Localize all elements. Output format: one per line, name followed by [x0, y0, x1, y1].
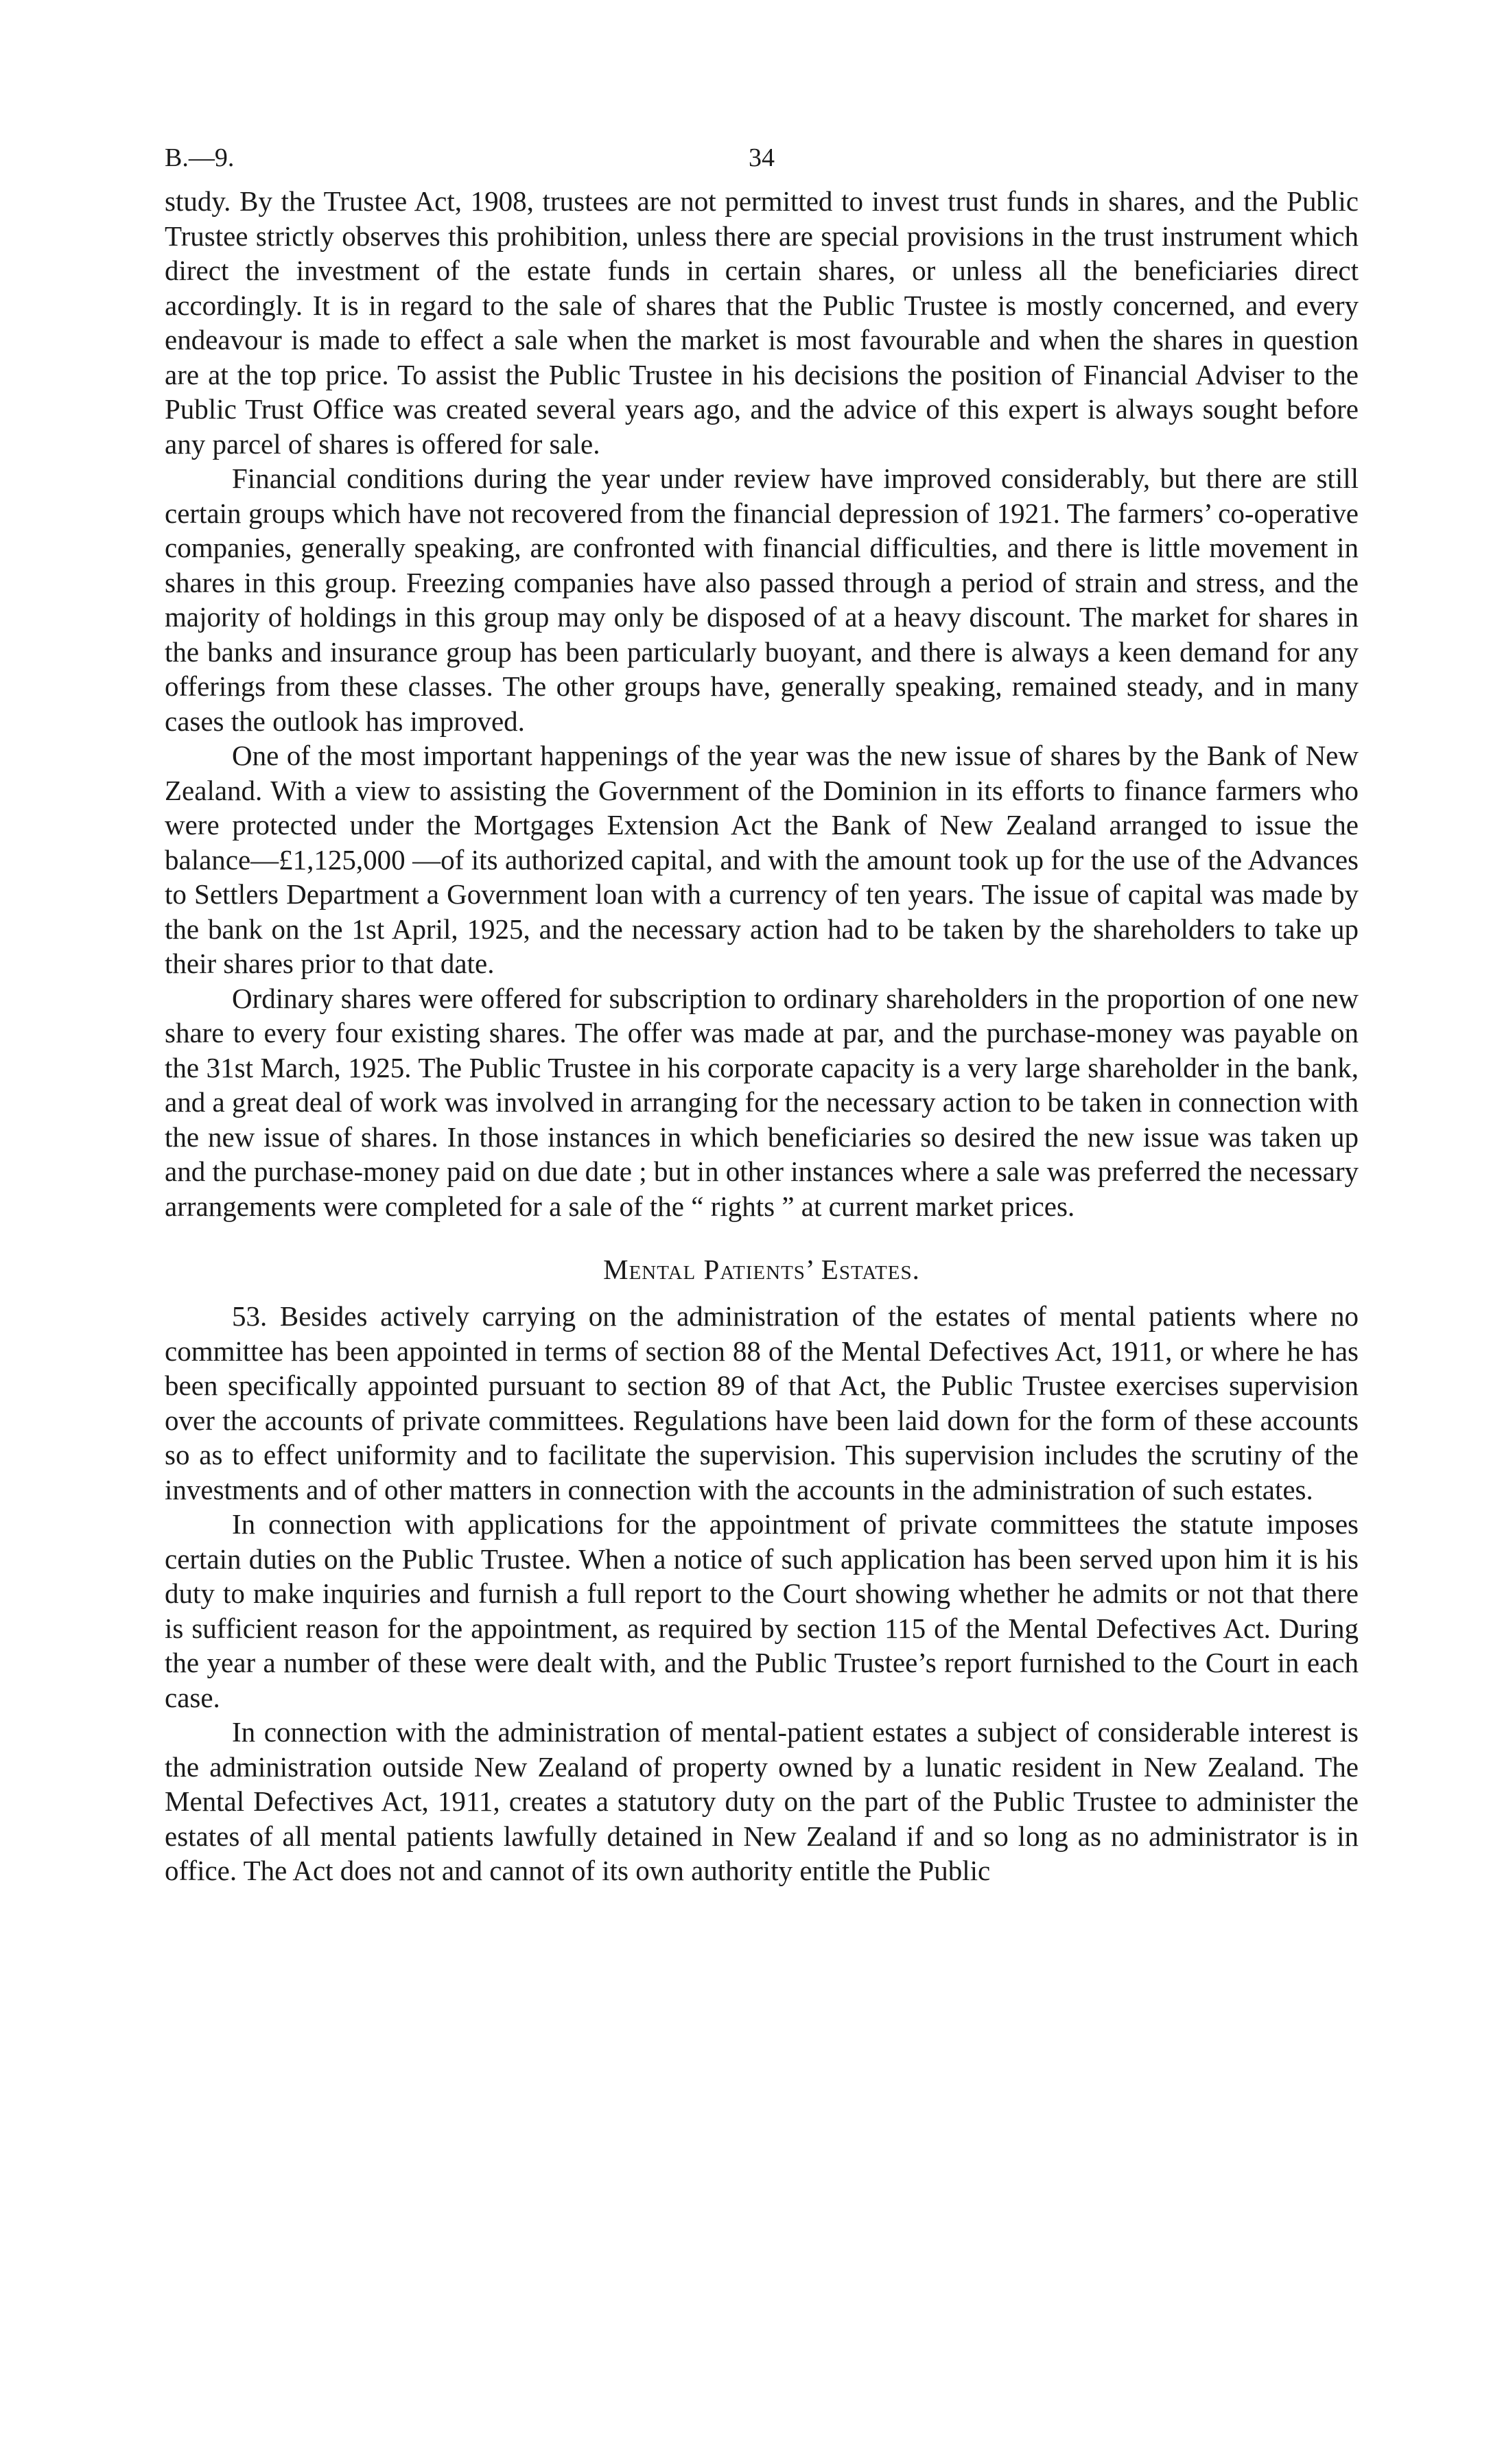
report-reference: B.—9. — [165, 143, 235, 172]
document-page — [165, 137, 1359, 1888]
paragraph-administration-outside-nz: In connection with the administration of mental-patient estates a subject of considerable interest is the administration outside New Zealand of property owned by a lunatic resident in New Zealand. The Mental Defectives Act, 1911, creates a statutory duty on the part of the Public Trustee to administer the estates of all mental patients lawfully detained in New Zealand if and so long as no administrator is in office. The Act does not and cannot of its own authority entitle the Public — [165, 1716, 1359, 1886]
page-number: 34 — [749, 143, 775, 172]
paragraph-study-continuation: study. By the Trustee Act, 1908, trustees are not permitted to invest trust funds in shares, and the Public Trustee strictly observes this prohibition, unless there are special provisions in the trust instrument which direct the investment of the estate funds in certain shares, or unless all the beneficiaries direct accordingly. It is in regard to the sale of shares that the Public Trustee is mostly concerned, and every endeavour is made to effect a sale when the market is most favourable and when the shares in question are at the top price. To assist the Public Trustee in his decisions the position of Financial Adviser to the Public Trust Office was created several years ago, and the advice of this expert is always sought before any parcel of shares is offered for sale. — [165, 185, 1359, 460]
body-text — [165, 184, 1359, 1888]
section-heading-mental-patients-estates: Mental Patients’ Estates. — [603, 1254, 920, 1285]
paragraph-private-committees: In connection with applications for the appointment of private committees the statute imposes certain duties on the Public Trustee. When a notice of such application has been served upon him it is his duty to make inquiries and furnish a full report to the Court showing whether he admits or not that there is sufficient reason for the appointment, as required by section 115 of the Mental Defectives Act. During the year a number of these were dealt with, and the Public Trustee’s report furnished to the Court in each case. — [165, 1508, 1359, 1713]
paragraph-53-supervision: 53. Besides actively carrying on the administration of the estates of mental patients where no committee has been appointed in terms of section 88 of the Mental Defectives Act, 1911, or where he has been specifically appointed pursuant to section 89 of that Act, the Public Trustee exercises supervision over the accounts of private committees. Regulations have been laid down for the form of these accounts so as to effect uniformity and to facilitate the supervision. This supervision includes the scrutiny of the investments and of other matters in connection with the accounts in the administration of such estates. — [165, 1300, 1359, 1505]
paragraph-financial-conditions: Financial conditions during the year under review have improved considerably, but there are still certain groups which have not recovered from the financial depression of 1921. The farmers’ co-operative companies, generally speaking, are confronted with financial difficulties, and there is little movement in shares in this group. Freezing companies have also passed through a period of strain and stress, and the majority of holdings in this group may only be disposed of at a heavy discount. The market for shares in the banks and insurance group has been particularly buoyant, and there is always a keen demand for any offerings from these classes. The other groups have, generally speaking, remained steady, and in many cases the outlook has improved. — [165, 462, 1359, 737]
paragraph-ordinary-shares: Ordinary shares were offered for subscription to ordinary shareholders in the proportion of one new share to every four existing shares. The offer was made at par, and the purchase-money was payable on the 31st March, 1925. The Public Trustee in his corporate capacity is a very large shareholder in the bank, and a great deal of work was involved in arranging for the necessary action to be taken in connection with the new issue of shares. In those instances in which beneficiaries so desired the new issue was taken up and the purchase-money paid on due date ; but in other instances where a sale was preferred the necessary arrangements were completed for a sale of the “ rights ” at current market prices. — [165, 982, 1359, 1222]
running-head — [165, 137, 1359, 178]
paragraph-bank-new-issue: One of the most important happenings of the year was the new issue of shares by the Bank of New Zealand. With a view to assisting the Government of the Dominion in its efforts to finance farmers who were protected under the Mortgages Extension Act the Bank of New Zealand arranged to issue the balance—£1,125,000 —of its authorized capital, and with the amount took up for the use of the Advances to Settlers Department a Government loan with a currency of ten years. The issue of capital was made by the bank on the 1st April, 1925, and the necessary action had to be taken by the shareholders to take up their shares prior to that date. — [165, 740, 1359, 979]
